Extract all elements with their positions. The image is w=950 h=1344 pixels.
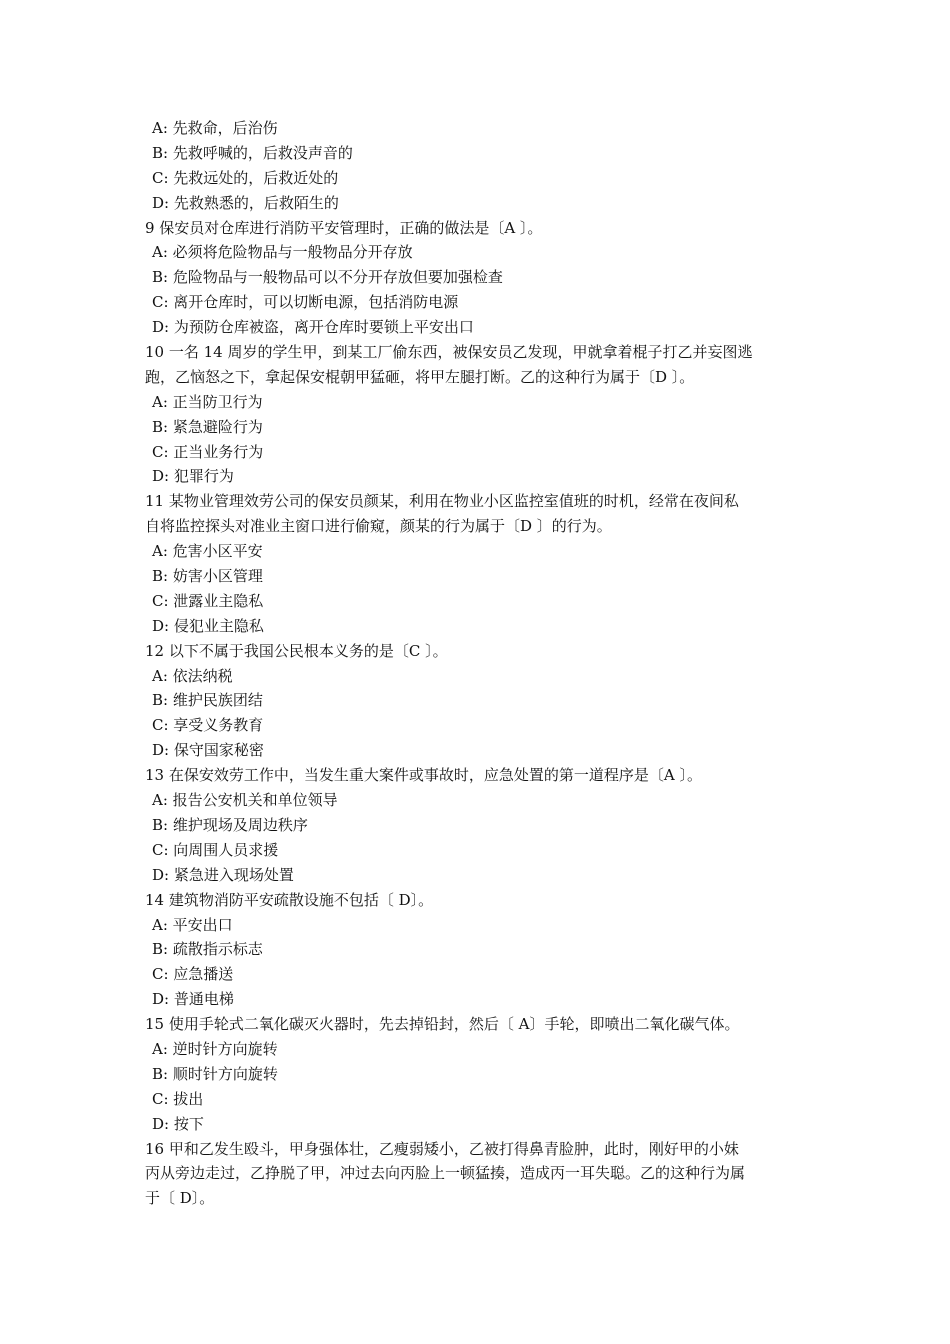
question-text: 11 某物业管理效劳公司的保安员颜某，利用在物业小区监控室值班的时机，经常在夜间私 <box>145 492 739 511</box>
answer-option: C: 先救远处的，后救近处的 <box>152 168 339 187</box>
question-text: 9 保安员对仓库进行消防平安管理时，正确的做法是〔A 〕。 <box>145 218 543 237</box>
question-list <box>145 116 810 1211</box>
answer-option: C: 泄露业主隐私 <box>152 591 264 610</box>
answer-option: A: 报告公安机关和单位领导 <box>152 791 338 810</box>
answer-option: D: 按下 <box>152 1114 204 1133</box>
answer-option: B: 疏散指示标志 <box>152 940 263 959</box>
question-text: 14 建筑物消防平安疏散设施不包括〔 D〕。 <box>145 890 434 909</box>
answer-option: A: 必须将危险物品与一般物品分开存放 <box>152 243 413 262</box>
question-text: 于〔 D〕。 <box>145 1189 215 1208</box>
question-text: 13 在保安效劳工作中，当发生重大案件或事故时，应急处置的第一道程序是〔A 〕。 <box>145 766 702 785</box>
answer-option: D: 普通电梯 <box>152 990 234 1009</box>
answer-option: A: 平安出口 <box>152 915 233 934</box>
answer-option: A: 依法纳税 <box>152 666 233 685</box>
question-text: 10 一名 14 周岁的学生甲，到某工厂偷东西，被保安员乙发现，甲就拿着棍子打乙并妄图逃 <box>145 343 753 362</box>
answer-option: B: 维护民族团结 <box>152 691 263 710</box>
answer-option: D: 紧急进入现场处置 <box>152 865 294 884</box>
answer-option: A: 正当防卫行为 <box>152 392 263 411</box>
answer-option: D: 保守国家秘密 <box>152 741 264 760</box>
answer-option: D: 先救熟悉的，后救陌生的 <box>152 193 339 212</box>
answer-option: D: 犯罪行为 <box>152 467 234 486</box>
answer-option: C: 享受义务教育 <box>152 716 264 735</box>
answer-option: C: 正当业务行为 <box>152 442 264 461</box>
question-text: 12 以下不属于我国公民根本义务的是〔C 〕。 <box>145 641 448 660</box>
question-text: 16 甲和乙发生殴斗，甲身强体壮，乙瘦弱矮小，乙被打得鼻青脸肿，此时，刚好甲的小妹 <box>145 1139 739 1158</box>
answer-option: C: 离开仓库时，可以切断电源，包括消防电源 <box>152 293 459 312</box>
question-text: 自将监控探头对准业主窗口进行偷窥，颜某的行为属于〔D 〕的行为。 <box>145 517 612 536</box>
answer-option: B: 妨害小区管理 <box>152 567 263 586</box>
answer-option: C: 向周围人员求援 <box>152 840 279 859</box>
answer-option: D: 为预防仓库被盗，离开仓库时要锁上平安出口 <box>152 318 474 337</box>
question-text: 丙从旁边走过，乙挣脱了甲，冲过去向丙脸上一顿猛揍，造成丙一耳失聪。乙的这种行为属 <box>145 1164 746 1183</box>
answer-option: A: 先救命，后治伤 <box>152 119 278 137</box>
answer-option: B: 维护现场及周边秩序 <box>152 815 308 834</box>
answer-option: B: 危险物品与一般物品可以不分开存放但要加强检查 <box>152 268 503 287</box>
answer-option: B: 顺时针方向旋转 <box>152 1064 278 1083</box>
question-text: 跑，乙恼怒之下，拿起保安棍朝甲猛砸，将甲左腿打断。乙的这种行为属于〔D 〕。 <box>145 367 695 386</box>
answer-option: C: 应急播送 <box>152 965 234 984</box>
answer-option: B: 先救呼喊的，后救没声音的 <box>152 143 353 162</box>
answer-option: A: 危害小区平安 <box>152 542 263 561</box>
question-text: 15 使用手轮式二氧化碳灭火器时，先去掉铅封，然后〔 A〕手轮，即喷出二氧化碳气体。 <box>145 1015 740 1034</box>
answer-option: B: 紧急避险行为 <box>152 417 263 436</box>
answer-option: C: 拔出 <box>152 1089 204 1108</box>
answer-option: A: 逆时针方向旋转 <box>152 1039 278 1058</box>
answer-option: D: 侵犯业主隐私 <box>152 616 264 635</box>
